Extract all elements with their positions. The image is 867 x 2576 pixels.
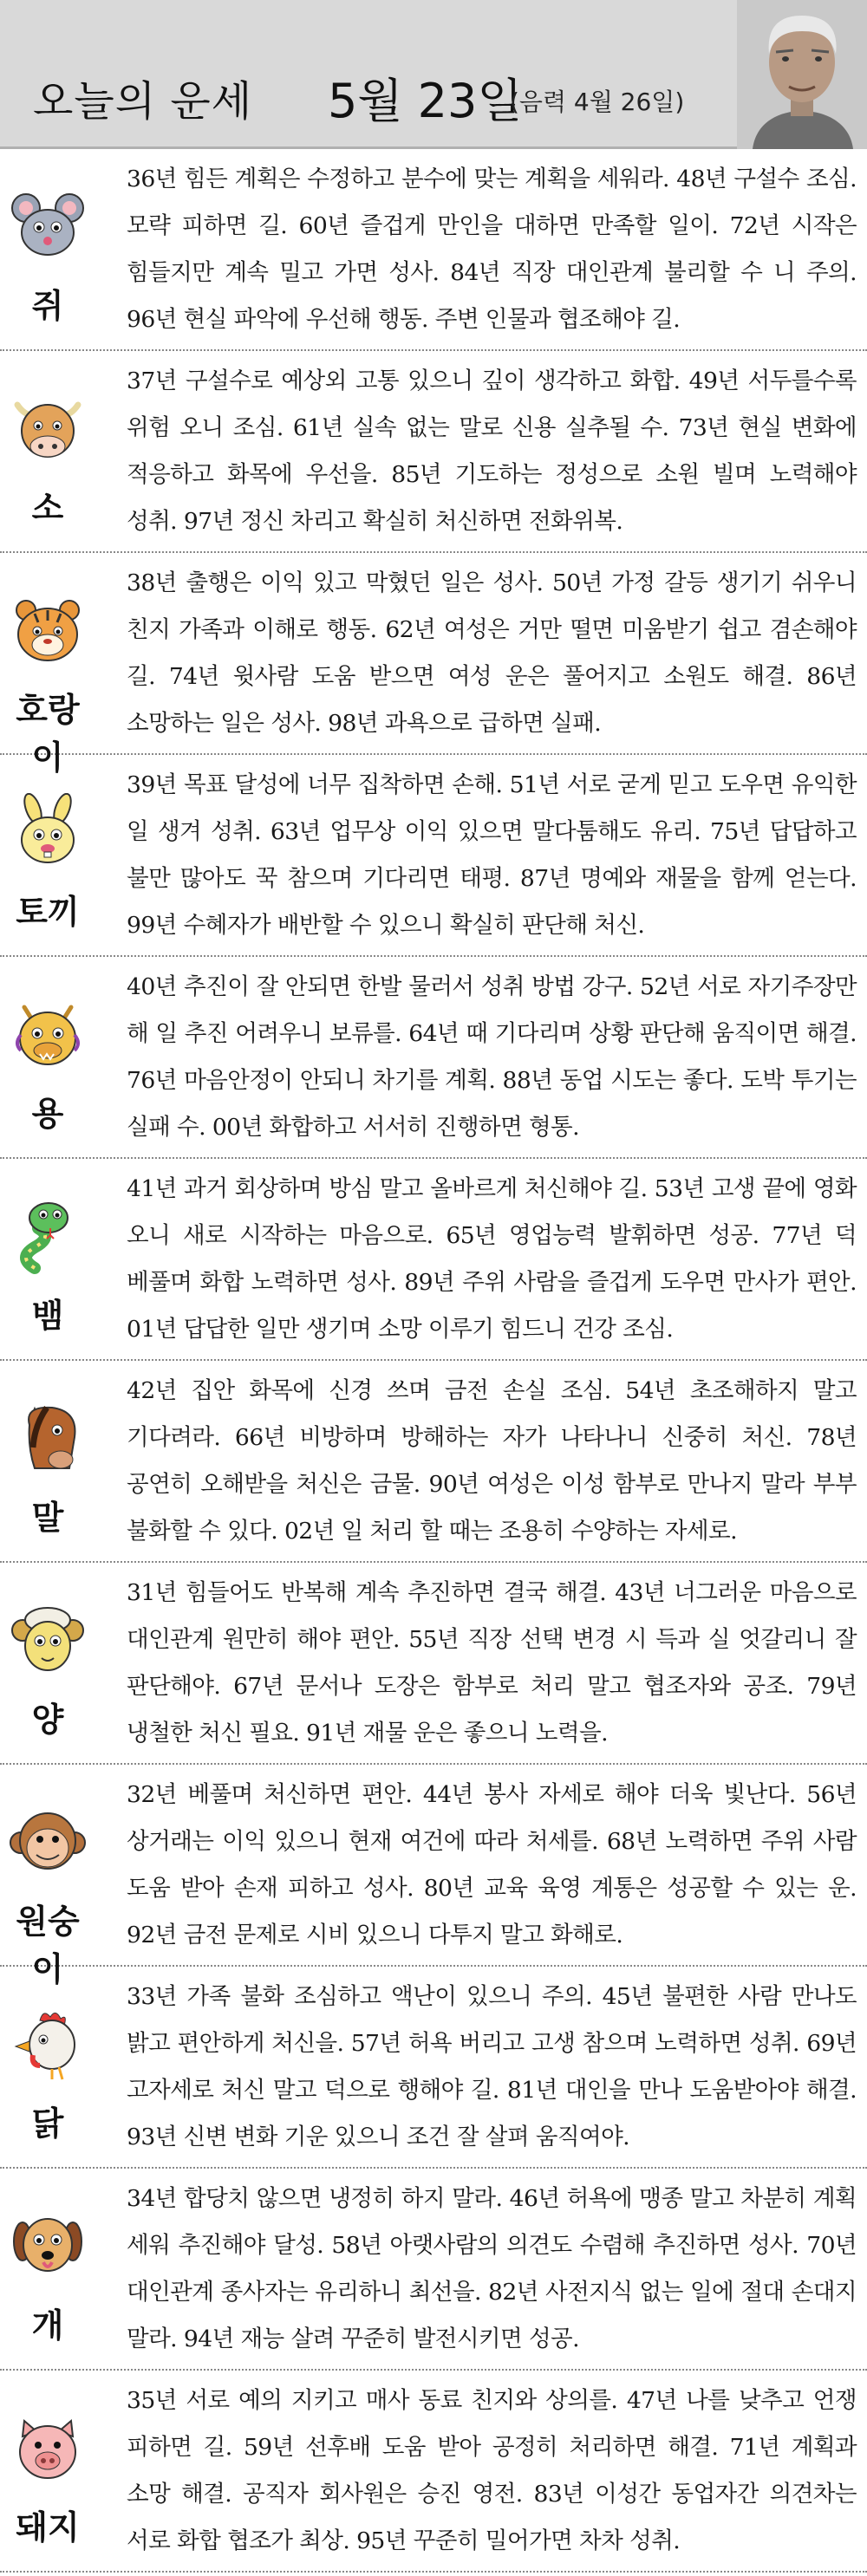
animal-cell — [0, 351, 95, 551]
fortune-row-rooster — [0, 1967, 867, 2169]
animal-name: 원숭이 — [16, 1903, 80, 1988]
animal-name: 용 — [31, 1095, 64, 1133]
fortune-row-snake — [0, 1159, 867, 1361]
animal-cell — [0, 1563, 95, 1763]
fortune-text: 33년 가족 불화 조심하고 액난이 있으니 주의. 45년 불편한 사람 만나도 밝고 편안하게 처신을. 57년 허욕 버리고 고생 참으며 노력하면 성취. 69년 고자세로 처신 말고 덕으로 행해야 길. 81년 대인을 만나 도움받아야 해결. 93년 신변 변화 기운 있으니 조건 잘 살펴 움직여야. — [127, 1983, 857, 2150]
animal-name: 뱀 — [31, 1297, 64, 1335]
fortune-text: 39년 목표 달성에 너무 집착하면 손해. 51년 서로 굳게 믿고 도우면 유익한 일 생겨 성취. 63년 업무상 이익 있으면 말다툼해도 유리. 75년 답답하고 불만 많아도 꾹 참으며 기다리면 태평. 87년 명예와 재물을 함께 얻는다. 99년 수혜자가 배반할 수 있으니 확실히 판단해 처신. — [127, 771, 857, 939]
date-label: 5월 23일 — [328, 74, 523, 128]
animal-name: 양 — [31, 1701, 64, 1739]
fortune-row-dragon — [0, 957, 867, 1159]
animal-cell — [0, 553, 95, 777]
fortune-row-horse — [0, 1361, 867, 1563]
ox-icon — [9, 389, 87, 467]
rat-icon — [9, 187, 87, 265]
fortune-row-dog — [0, 2169, 867, 2371]
rabbit-icon — [9, 793, 87, 871]
dog-icon — [9, 2207, 87, 2285]
monkey-icon — [9, 1803, 87, 1881]
fortune-row-ox — [0, 351, 867, 553]
animal-name: 닭 — [31, 2104, 64, 2143]
animal-cell — [0, 2169, 95, 2369]
fortune-text: 32년 베풀며 처신하면 편안. 44년 봉사 자세로 해야 더욱 빛난다. 56년 상거래는 이익 있으니 현재 여건에 따라 처세를. 68년 노력하면 주위 사람 도움 받아 손재 피하고 성사. 80년 교육 육영 계통은 성공할 수 있는 운. 92년 금전 문제로 시비 있으니 다투지 말고 화해로. — [127, 1781, 857, 1948]
fortune-text: 35년 서로 예의 지키고 매사 동료 친지와 상의를. 47년 나를 낮추고 언쟁 피하면 길. 59년 선후배 도움 받아 공정히 처리하면 해결. 71년 계획과 소망 해결. 공직자 회사원은 승진 영전. 83년 이성간 동업자간 의견차는 서로 화합 협조가 최상. 95년 꾸준히 밀어가면 차차 성취. — [127, 2387, 857, 2554]
fortune-text: 36년 힘든 계획은 수정하고 분수에 맞는 계획을 세워라. 48년 구설수 조심. 모략 피하면 길. 60년 즐겁게 만인을 대하면 만족할 일이. 72년 시작은 힘들지만 계속 밀고 가면 성사. 84년 직장 대인관계 불리할 수 니 주의. 96년 현실 파악에 우선해 행동. 주변 인물과 협조해야 길. — [127, 166, 857, 333]
lunar-date-label: (음력 4월 26일) — [510, 88, 685, 116]
animal-cell — [0, 755, 95, 955]
tiger-icon — [9, 591, 87, 669]
animal-cell — [0, 957, 95, 1157]
animal-cell — [0, 1967, 95, 2167]
animal-cell — [0, 2371, 95, 2571]
fortune-text: 42년 집안 화목에 신경 쓰며 금전 손실 조심. 54년 초조해하지 말고 기다려라. 66년 비방하며 방해하는 자가 나타나니 신중히 처신. 78년 공연히 오해받을 처신은 금물. 90년 여성은 이성 함부로 만나지 말라 부부 불화할 수 있다. 02년 일 처리 할 때는 조용히 수양하는 자세로. — [127, 1377, 857, 1545]
animal-name: 말 — [31, 1499, 64, 1537]
dragon-icon — [9, 995, 87, 1073]
fortune-text: 40년 추진이 잘 안되면 한발 물러서 성취 방법 강구. 52년 서로 자기주장만 해 일 추진 어려우니 보류를. 64년 때 기다리며 상황 판단해 움직이면 해결. 76년 마음안정이 안되니 차기를 계획. 88년 동업 시도는 좋다. 도박 투기는 실패 수. 00년 화합하고 서서히 진행하면 형통. — [127, 973, 857, 1141]
fortune-row-pig — [0, 2371, 867, 2573]
page-title: 오늘의 운세 — [33, 77, 253, 126]
fortune-text: 31년 힘들어도 반복해 계속 추진하면 결국 해결. 43년 너그러운 마음으로 대인관계 원만히 해야 편안. 55년 직장 선택 변경 시 득과 실 엇갈리니 잘 판단해야. 67년 문서나 도장은 함부로 처리 말고 협조자와 공조. 79년 냉철한 처신 필요. 91년 재물 운은 좋으니 노력을. — [127, 1579, 857, 1747]
pig-icon — [9, 2409, 87, 2487]
animal-name: 개 — [31, 2306, 64, 2345]
snake-icon — [9, 1197, 87, 1275]
fortune-text: 37년 구설수로 예상외 고통 있으니 깊이 생각하고 화합. 49년 서두를수록 위험 오니 조심. 61년 실속 없는 말로 신용 실추될 수. 73년 현실 변화에 적응하고 화목에 우선을. 85년 기도하는 정성으로 소원 빌며 노력해야 성취. 97년 정신 차리고 확실히 처신하면 전화위복. — [127, 368, 857, 535]
animal-name: 돼지 — [16, 2508, 80, 2547]
rooster-icon — [9, 2005, 87, 2083]
fortune-text: 41년 과거 회상하며 방심 말고 올바르게 처신해야 길. 53년 고생 끝에 영화 오니 새로 시작하는 마음으로. 65년 영업능력 발휘하면 성공. 77년 덕 베풀며 화합 노력하면 성사. 89년 주위 사람을 즐겁게 도우면 만사가 편안. 01년 답답한 일만 생기며 소망 이루기 힘드니 건강 조심. — [127, 1175, 857, 1343]
fortune-row-tiger — [0, 553, 867, 777]
fortune-text: 38년 출행은 이익 있고 막혔던 일은 성사. 50년 가정 갈등 생기기 쉬우니 친지 가족과 이해로 행동. 62년 여성은 거만 떨면 미움받기 쉽고 겸손해야 길. 74년 윗사람 도움 받으면 여성 운은 풀어지고 소원도 해결. 86년 소망하는 일은 성사. 98년 과욕으로 급하면 실패. — [127, 569, 857, 737]
author-portrait — [737, 0, 867, 149]
fortune-row-sheep — [0, 1563, 867, 1765]
animal-cell — [0, 149, 95, 349]
horse-icon — [9, 1399, 87, 1477]
animal-cell — [0, 1765, 95, 1988]
animal-name: 소 — [31, 489, 64, 527]
animal-cell — [0, 1361, 95, 1561]
animal-name: 호랑이 — [16, 691, 80, 777]
fortune-row-rabbit — [0, 755, 867, 957]
animal-name: 쥐 — [31, 287, 64, 325]
header — [0, 0, 867, 149]
fortune-row-monkey — [0, 1765, 867, 1988]
animal-name: 토끼 — [16, 893, 80, 931]
fortune-text: 34년 합당치 않으면 냉정히 하지 말라. 46년 허욕에 맹종 말고 차분히 계획 세워 추진해야 달성. 58년 아랫사람의 의견도 수렴해 추진하면 성사. 70년 대인관계 종사자는 유리하니 최선을. 82년 사전지식 없는 일에 절대 손대지 말라. 94년 재능 살려 꾸준히 발전시키면 성공. — [127, 2185, 857, 2352]
sheep-icon — [9, 1601, 87, 1679]
fortune-row-rat — [0, 149, 867, 351]
animal-cell — [0, 1159, 95, 1359]
